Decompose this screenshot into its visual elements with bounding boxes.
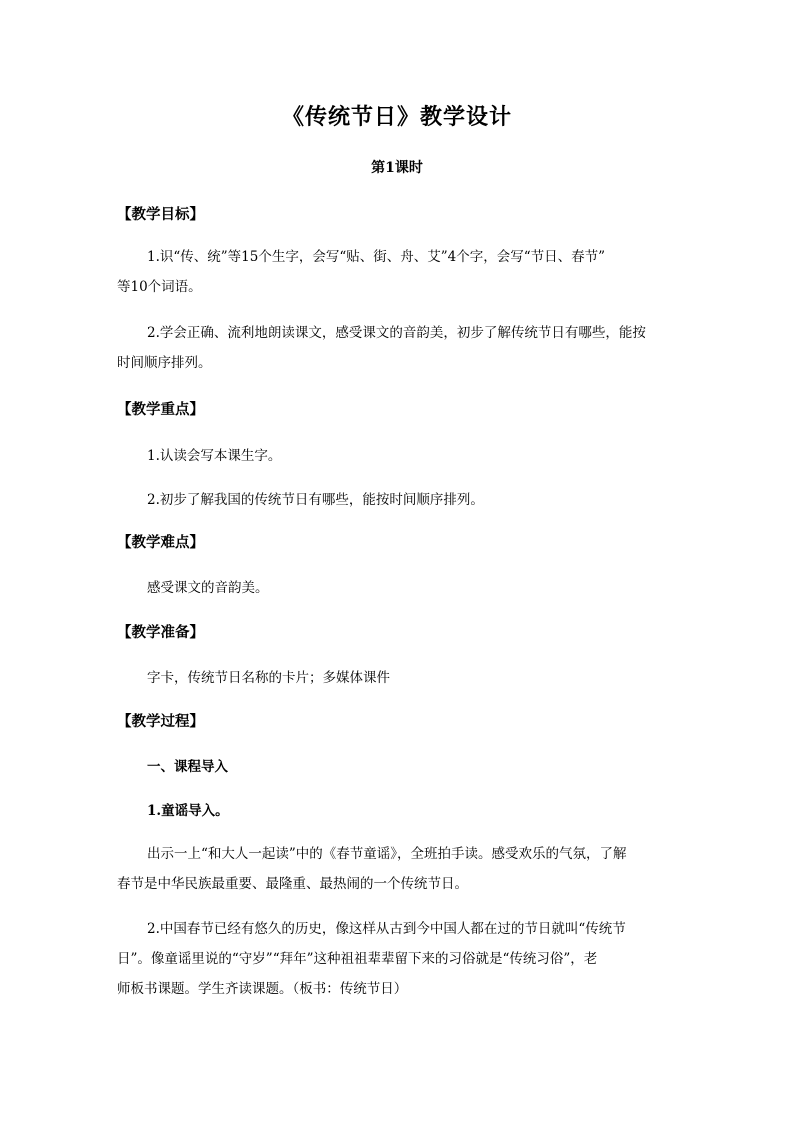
objectives-heading: 【教学目标】	[117, 206, 204, 223]
process-section-1: 一、课程导入	[147, 759, 228, 775]
objective-item-1-line-1: 1.识“传、统”等15个生字，会写“贴、街、舟、艾”4个字，会写“节日、春节”	[147, 249, 606, 265]
key-points-heading: 【教学重点】	[117, 401, 204, 418]
preparation-heading: 【教学准备】	[117, 624, 204, 641]
document-title: 《传统节日》教学设计	[281, 104, 512, 130]
process-step-2-line-1: 2.中国春节已经有悠久的历史，像这样从古到今中国人都在过的节日就叫“传统节	[147, 921, 626, 937]
key-point-item-2: 2.初步了解我国的传统节日有哪些，能按时间顺序排列。	[147, 492, 484, 508]
lesson-period: 第1课时	[371, 160, 423, 176]
objective-item-1-line-2: 等10个词语。	[117, 279, 202, 295]
preparation-item-1: 字卡，传统节日名称的卡片；多媒体课件	[147, 670, 390, 686]
process-step-2-line-2: 日”。像童谣里说的“守岁”“拜年”这种祖祖辈辈留下来的习俗就是“传统习俗”，老	[117, 951, 598, 967]
process-heading: 【教学过程】	[117, 713, 204, 730]
process-step-2-body	[117, 914, 677, 1004]
objective-item-1	[117, 242, 677, 302]
process-step-2-line-3: 师板书课题。学生齐读课题。（板书：传统节日）	[117, 981, 408, 997]
objective-item-2-line-2: 时间顺序排列。	[117, 355, 212, 371]
process-step-1-title: 1.童谣导入。	[147, 803, 229, 819]
difficulty-item-1: 感受课文的音韵美。	[147, 580, 269, 596]
objective-item-2-line-1: 2.学会正确、流利地朗读课文，感受课文的音韵美，初步了解传统节日有哪些，能按	[147, 325, 646, 341]
difficulties-heading: 【教学难点】	[117, 534, 204, 551]
process-step-1-body	[117, 839, 677, 899]
key-point-item-1: 1.认读会写本课生字。	[147, 448, 282, 464]
process-step-1-line-1: 出示一上“和大人一起读”中的《春节童谣》，全班拍手读。感受欢乐的气氛，了解	[147, 846, 627, 862]
objective-item-2	[117, 318, 677, 378]
process-step-1-line-2: 春节是中华民族最重要、最隆重、最热闹的一个传统节日。	[117, 876, 468, 892]
